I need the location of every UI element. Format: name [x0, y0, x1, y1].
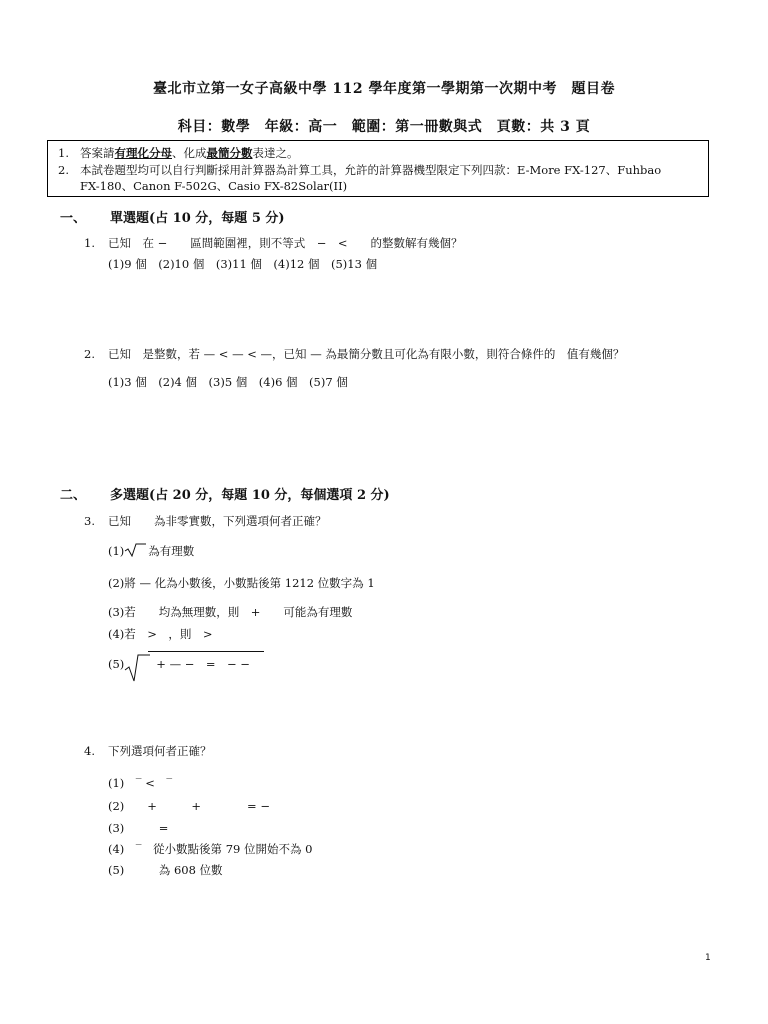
question-4-option-5: (5) 為 608 位數: [108, 863, 223, 877]
notice-1-text-c: 表達之。: [252, 146, 299, 160]
notice-1: [58, 145, 299, 161]
question-1-text: 已知 在 − 區間範圍裡，則不等式 − < 的整數解有幾個？: [108, 236, 463, 250]
question-3-number: 3.: [84, 514, 95, 528]
notice-box: [47, 140, 709, 197]
question-3-option-4: (4)若 > ，則 >: [108, 627, 213, 641]
question-4-number: 4.: [84, 744, 95, 758]
question-4-text: 下列選項何者正確？: [108, 744, 212, 758]
question-4-option-2: (2) + + = −: [108, 799, 270, 813]
question-3-option-3: (3)若 均為無理數，則 + 可能為有理數: [108, 605, 353, 619]
notice-2: [58, 162, 661, 178]
exam-title: 臺北市立第一女子高級中學 112 學年度第一學期第一次期中考 題目卷: [153, 81, 615, 97]
question-4-option-1: (1) ‾ < ‾: [108, 776, 173, 790]
notice-2-line-2: FX-180、Canon F-502G、Casio FX-82Solar(II): [80, 179, 348, 193]
section-1-number: 一、: [60, 211, 87, 226]
question-3-option-2: (2)將 — 化為小數後，小數點後第 1212 位數字為 1: [108, 576, 375, 590]
notice-1-emphasis-b: 最簡分數: [206, 146, 253, 160]
section-2-number: 二、: [60, 488, 87, 503]
notice-2-continued: [80, 178, 347, 194]
question-3-option-5-label: (5): [108, 657, 125, 671]
question-2-options: (1)3 個 (2)4 個 (3)5 個 (4)6 個 (5)7 個: [108, 375, 348, 389]
notice-1-emphasis-a: 有理化分母: [114, 146, 172, 160]
notice-1-number: 1.: [58, 146, 69, 160]
square-root-sign-icon: [124, 543, 148, 557]
section-2-heading: [60, 484, 390, 503]
section-2-title: 多選題(占 20 分，每題 10 分，每個選項 2 分): [110, 488, 390, 503]
question-3-option-1-text: 為有理數: [148, 544, 195, 558]
question-1-number: 1.: [84, 236, 95, 250]
square-root-sign-icon: [124, 654, 150, 682]
notice-1-text-b: 、化成: [172, 146, 207, 160]
notice-1-text-a: 答案請: [80, 146, 115, 160]
question-1-options: (1)9 個 (2)10 個 (3)11 個 (4)12 個 (5)13 個: [108, 257, 378, 271]
question-3-option-5: [108, 651, 264, 682]
notice-2-line-1: 本試卷題型均可以自行判斷採用計算器為計算工具，允許的計算器機型限定下列四款：E-More FX-127、Fuhbao: [80, 163, 662, 177]
question-3-option-1-label: (1): [108, 544, 125, 558]
page-number: 1: [705, 953, 711, 963]
question-2-number: 2.: [84, 347, 95, 361]
question-4: [84, 743, 212, 759]
section-1-title: 單選題(占 10 分，每題 5 分): [110, 211, 285, 226]
question-3: [84, 513, 327, 529]
question-4-option-3: (3) =: [108, 821, 169, 835]
question-4-option-4: (4) ‾ 從小數點後第 79 位開始不為 0: [108, 842, 313, 856]
question-3-option-1: [108, 543, 194, 559]
question-1: [84, 235, 463, 251]
section-1-heading: [60, 207, 285, 226]
question-3-text: 已知 為非零實數，下列選項何者正確？: [108, 514, 327, 528]
notice-2-number: 2.: [58, 163, 69, 177]
question-3-option-5-radicand: + — − = − −: [148, 651, 264, 672]
question-2-text: 已知 是整數，若 — < — < —，已知 — 為最簡分數且可化為有限小數，則符合條件的 值有幾個？: [108, 347, 625, 361]
question-2: [84, 346, 624, 362]
exam-subtitle: 科目：數學 年級：高一 範圍：第一冊數與式 頁數：共 3 頁: [177, 119, 591, 135]
